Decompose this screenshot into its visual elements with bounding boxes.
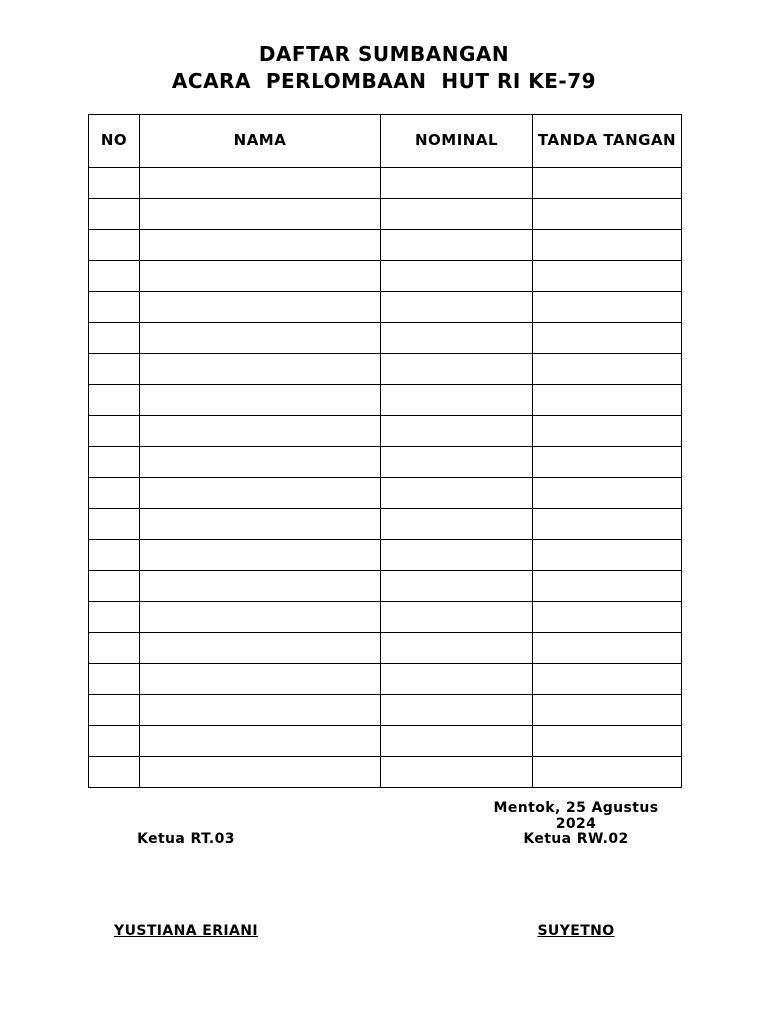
cell-tanda-tangan[interactable]: [533, 509, 682, 540]
cell-nama[interactable]: [140, 354, 381, 385]
cell-tanda-tangan[interactable]: [533, 478, 682, 509]
document-subtitle: ACARA PERLOMBAAN HUT RI KE-79: [171, 69, 597, 93]
table-row: [89, 199, 682, 230]
table-row: [89, 509, 682, 540]
table-row: [89, 571, 682, 602]
cell-no[interactable]: [89, 168, 140, 199]
cell-no[interactable]: [89, 509, 140, 540]
table-row: [89, 385, 682, 416]
table-body: [89, 168, 682, 788]
cell-nama[interactable]: [140, 416, 381, 447]
cell-no[interactable]: [89, 571, 140, 602]
cell-no[interactable]: [89, 478, 140, 509]
cell-nominal[interactable]: [381, 199, 533, 230]
cell-tanda-tangan[interactable]: [533, 664, 682, 695]
cell-nominal[interactable]: [381, 602, 533, 633]
cell-nama[interactable]: [140, 633, 381, 664]
cell-nama[interactable]: [140, 571, 381, 602]
cell-no[interactable]: [89, 354, 140, 385]
cell-no[interactable]: [89, 540, 140, 571]
cell-tanda-tangan[interactable]: [533, 571, 682, 602]
cell-no[interactable]: [89, 323, 140, 354]
cell-no[interactable]: [89, 447, 140, 478]
cell-nama[interactable]: [140, 385, 381, 416]
left-signatory-title: Ketua RT.03: [137, 831, 235, 847]
cell-tanda-tangan[interactable]: [533, 354, 682, 385]
cell-nominal[interactable]: [381, 726, 533, 757]
cell-no[interactable]: [89, 385, 140, 416]
cell-no[interactable]: [89, 199, 140, 230]
column-header-no: NO: [89, 115, 140, 168]
cell-nama[interactable]: [140, 695, 381, 726]
cell-tanda-tangan[interactable]: [533, 726, 682, 757]
cell-no[interactable]: [89, 292, 140, 323]
cell-tanda-tangan[interactable]: [533, 292, 682, 323]
cell-nama[interactable]: [140, 230, 381, 261]
cell-tanda-tangan[interactable]: [533, 261, 682, 292]
cell-nominal[interactable]: [381, 540, 533, 571]
cell-no[interactable]: [89, 261, 140, 292]
cell-nama[interactable]: [140, 540, 381, 571]
cell-no[interactable]: [89, 664, 140, 695]
table-row: [89, 757, 682, 788]
cell-no[interactable]: [89, 695, 140, 726]
cell-tanda-tangan[interactable]: [533, 168, 682, 199]
table-row: [89, 230, 682, 261]
cell-tanda-tangan[interactable]: [533, 757, 682, 788]
table-row: [89, 261, 682, 292]
cell-nama[interactable]: [140, 726, 381, 757]
cell-nama[interactable]: [140, 447, 381, 478]
table-row: [89, 292, 682, 323]
table-row: [89, 633, 682, 664]
column-header-tanda-tangan: TANDA TANGAN: [533, 115, 682, 168]
cell-no[interactable]: [89, 757, 140, 788]
table-row: [89, 602, 682, 633]
cell-nominal[interactable]: [381, 292, 533, 323]
document-title: DAFTAR SUMBANGAN: [258, 42, 510, 66]
cell-no[interactable]: [89, 633, 140, 664]
cell-nama[interactable]: [140, 478, 381, 509]
cell-tanda-tangan[interactable]: [533, 230, 682, 261]
cell-nama[interactable]: [140, 509, 381, 540]
table-row: [89, 726, 682, 757]
cell-nominal[interactable]: [381, 416, 533, 447]
cell-nominal[interactable]: [381, 261, 533, 292]
cell-nama[interactable]: [140, 602, 381, 633]
cell-nominal[interactable]: [381, 385, 533, 416]
table-row: [89, 323, 682, 354]
cell-nama[interactable]: [140, 757, 381, 788]
donation-table: [88, 114, 682, 788]
cell-tanda-tangan[interactable]: [533, 323, 682, 354]
cell-tanda-tangan[interactable]: [533, 447, 682, 478]
column-header-nominal: NOMINAL: [381, 115, 533, 168]
cell-no[interactable]: [89, 726, 140, 757]
table-row: [89, 664, 682, 695]
cell-tanda-tangan[interactable]: [533, 633, 682, 664]
cell-nominal[interactable]: [381, 633, 533, 664]
cell-nama[interactable]: [140, 261, 381, 292]
table-row: [89, 416, 682, 447]
cell-nominal[interactable]: [381, 509, 533, 540]
table-row: [89, 695, 682, 726]
cell-nama[interactable]: [140, 292, 381, 323]
right-signatory-name: SUYETNO: [537, 923, 615, 939]
cell-nominal[interactable]: [381, 757, 533, 788]
cell-tanda-tangan[interactable]: [533, 540, 682, 571]
cell-no[interactable]: [89, 416, 140, 447]
cell-nominal[interactable]: [381, 354, 533, 385]
cell-no[interactable]: [89, 230, 140, 261]
table-header-row: [89, 115, 682, 168]
cell-tanda-tangan[interactable]: [533, 695, 682, 726]
table-row: [89, 168, 682, 199]
left-signatory-name: YUSTIANA ERIANI: [114, 923, 258, 939]
cell-nominal[interactable]: [381, 323, 533, 354]
cell-tanda-tangan[interactable]: [533, 385, 682, 416]
cell-tanda-tangan[interactable]: [533, 199, 682, 230]
table-row: [89, 447, 682, 478]
place-date: Mentok, 25 Agustus 2024: [493, 800, 659, 832]
cell-nama[interactable]: [140, 323, 381, 354]
cell-nominal[interactable]: [381, 447, 533, 478]
cell-nama[interactable]: [140, 168, 381, 199]
table-row: [89, 354, 682, 385]
cell-nama[interactable]: [140, 664, 381, 695]
cell-tanda-tangan[interactable]: [533, 602, 682, 633]
right-signatory-title: Ketua RW.02: [523, 831, 629, 847]
cell-nominal[interactable]: [381, 478, 533, 509]
cell-nominal[interactable]: [381, 695, 533, 726]
cell-tanda-tangan[interactable]: [533, 416, 682, 447]
cell-nominal[interactable]: [381, 168, 533, 199]
column-header-nama: NAMA: [140, 115, 381, 168]
table-row: [89, 540, 682, 571]
cell-nominal[interactable]: [381, 230, 533, 261]
cell-no[interactable]: [89, 602, 140, 633]
table-row: [89, 478, 682, 509]
cell-nominal[interactable]: [381, 571, 533, 602]
cell-nama[interactable]: [140, 199, 381, 230]
cell-nominal[interactable]: [381, 664, 533, 695]
